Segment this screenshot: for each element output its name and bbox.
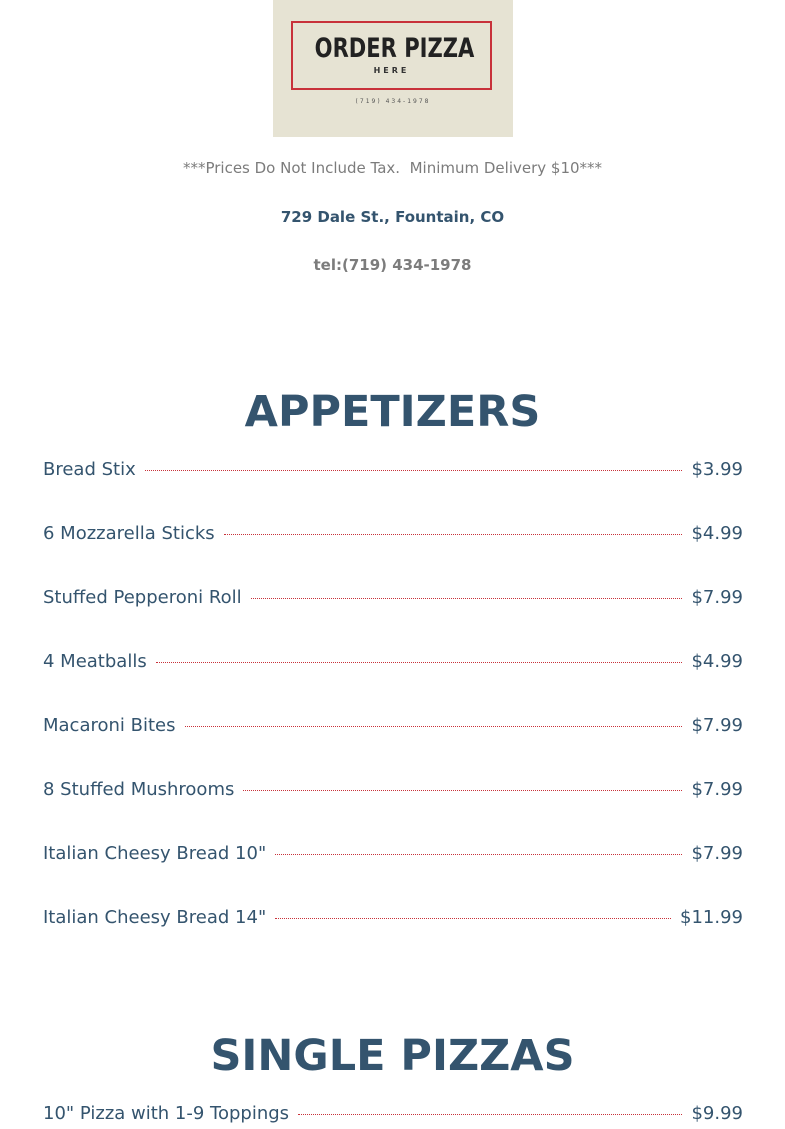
- logo-frame: [291, 21, 492, 90]
- dotted-leader: [243, 790, 682, 791]
- dotted-leader: [145, 470, 683, 471]
- section-title-single-pizzas: SINGLE PIZZAS: [210, 1031, 575, 1081]
- menu-item-name: Stuffed Pepperoni Roll: [43, 586, 242, 608]
- menu-item-name: 10" Pizza with 1-9 Toppings: [43, 1102, 290, 1124]
- menu-item: [43, 904, 743, 930]
- menu-item-name: Bread Stix: [43, 458, 136, 480]
- order-pizza-logo[interactable]: [273, 0, 513, 137]
- menu-item-name: 4 Meatballs: [43, 650, 147, 672]
- dotted-leader: [275, 918, 671, 919]
- menu-item-price: $9.99: [691, 1102, 743, 1124]
- menu-item: [43, 456, 743, 482]
- menu-item-price: $11.99: [680, 906, 743, 928]
- menu-item: [43, 584, 743, 610]
- phone-link[interactable]: tel:(719) 434-1978: [313, 256, 472, 274]
- menu-item-price: $7.99: [691, 778, 743, 800]
- dotted-leader: [185, 726, 683, 727]
- address: 729 Dale St., Fountain, CO: [280, 208, 505, 226]
- menu-item-price: $7.99: [691, 586, 743, 608]
- dotted-leader: [251, 598, 683, 599]
- menu-item-price: $4.99: [691, 650, 743, 672]
- dotted-leader: [275, 854, 682, 855]
- dotted-leader: [156, 662, 683, 663]
- menu-item-price: $7.99: [691, 714, 743, 736]
- logo-title: ORDER PIZZA: [314, 33, 475, 64]
- dotted-leader: [224, 534, 683, 535]
- menu-item: [43, 776, 743, 802]
- menu-item-name: 8 Stuffed Mushrooms: [43, 778, 235, 800]
- section-title-appetizers: APPETIZERS: [244, 387, 541, 437]
- menu-item-name: 6 Mozzarella Sticks: [43, 522, 215, 544]
- menu-item-price: $3.99: [691, 458, 743, 480]
- logo-subtitle: HERE: [373, 66, 410, 75]
- pricing-note: ***Prices Do Not Include Tax. Minimum Delivery $10***: [182, 159, 603, 177]
- menu-item: [43, 520, 743, 546]
- menu-item-name: Italian Cheesy Bread 14": [43, 906, 267, 928]
- menu-item: [43, 712, 743, 738]
- menu-item-price: $7.99: [691, 842, 743, 864]
- dotted-leader: [298, 1114, 682, 1115]
- menu-item-name: Italian Cheesy Bread 10": [43, 842, 267, 864]
- menu-item-price: $4.99: [691, 522, 743, 544]
- logo-phone: (719) 434-1978: [355, 98, 431, 105]
- menu-item: [43, 1100, 743, 1126]
- menu-item: [43, 840, 743, 866]
- menu-item: [43, 648, 743, 674]
- menu-item-name: Macaroni Bites: [43, 714, 176, 736]
